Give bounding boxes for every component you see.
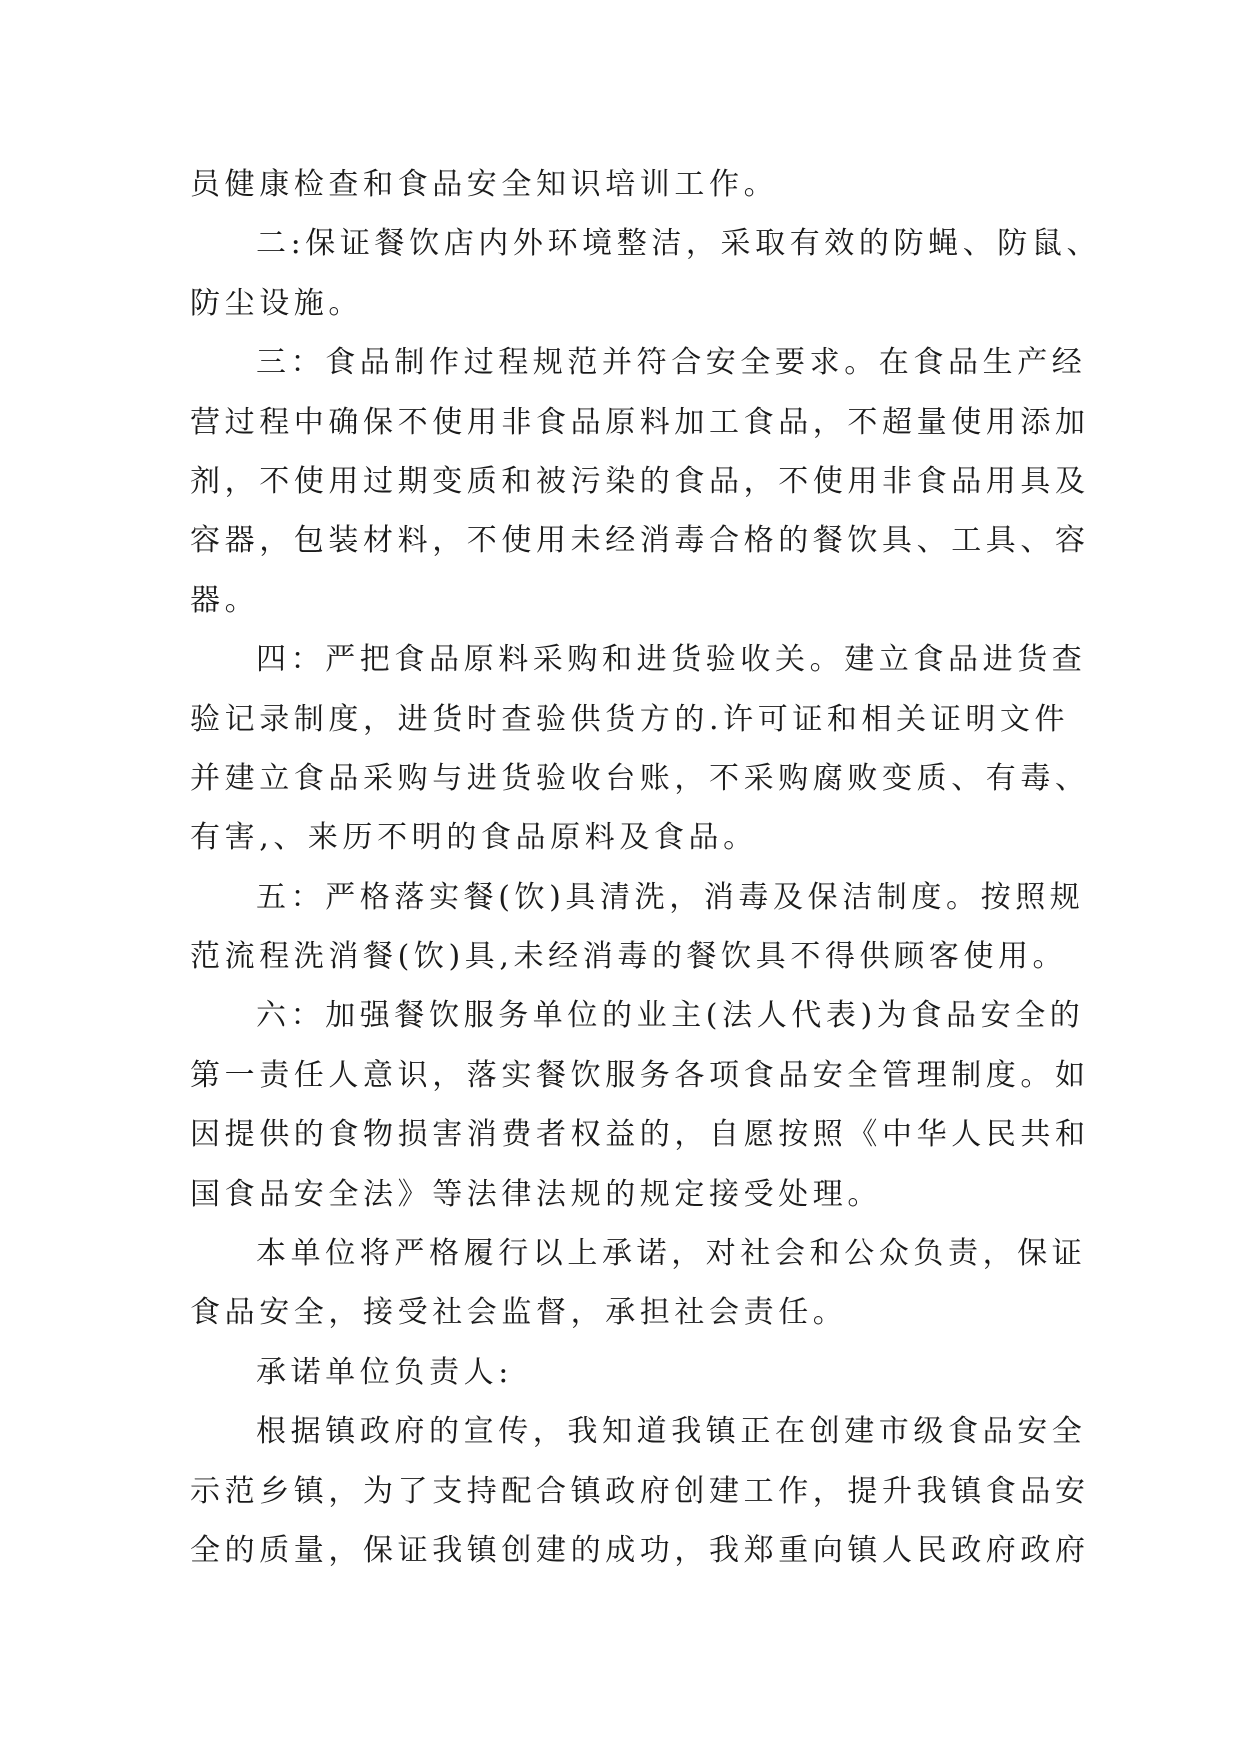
text-line: 四：严把食品原料采购和进货验收关。建立食品进货查 [256,642,1087,678]
text-line: 范流程洗消餐(饮)具,未经消毒的餐饮具不得供顾客使用。 [190,939,1068,975]
text-line: 第一责任人意识，落实餐饮服务各项食品安全管理制度。如 [190,1057,1090,1093]
text-line: 因提供的食物损害消费者权益的，自愿按照《中华人民共和 [190,1117,1090,1153]
text-line: 全的质量，保证我镇创建的成功，我郑重向镇人民政府政府 [190,1532,1090,1568]
text-line: 验记录制度，进货时查验供货方的.许可证和相关证明文件 [190,701,1070,737]
text-line: 国食品安全法》等法律法规的规定接受处理。 [190,1176,882,1212]
text-line: 器。 [190,582,260,618]
text-line: 五：严格落实餐(饮)具清洗，消毒及保洁制度。按照规 [256,879,1085,915]
text-line: 承诺单位负责人: [256,1354,513,1390]
text-line: 防尘设施。 [190,285,363,321]
text-line: 员健康检查和食品安全知识培训工作。 [190,167,779,202]
document-body [190,155,1102,1580]
text-line: 三：食品制作过程规范并符合安全要求。在食品生产经 [256,345,1087,381]
text-line: 食品安全，接受社会监督，承担社会责任。 [190,1295,848,1331]
text-line: 营过程中确保不使用非食品原料加工食品，不超量使用添加 [190,404,1090,440]
text-line: 示范乡镇，为了支持配合镇政府创建工作，提升我镇食品安 [190,1473,1090,1509]
text-line: 剂，不使用过期变质和被污染的食品，不使用非食品用具及 [190,463,1090,499]
text-line: 二:保证餐饮店内外环境整洁，采取有效的防蝇、防鼠、 [256,226,1102,262]
text-line: 容器，包装材料，不使用未经消毒合格的餐饮具、工具、容 [190,523,1090,559]
text-line: 并建立食品采购与进货验收台账，不采购腐败变质、有毒、 [190,760,1090,796]
text-line: 有害,、来历不明的食品原料及食品。 [190,820,758,856]
text-line: 根据镇政府的宣传，我知道我镇正在创建市级食品安全 [256,1414,1087,1450]
text-line: 本单位将严格履行以上承诺，对社会和公众负责，保证 [256,1236,1087,1272]
text-line: 六：加强餐饮服务单位的业主(法人代表)为食品安全的 [256,998,1085,1034]
